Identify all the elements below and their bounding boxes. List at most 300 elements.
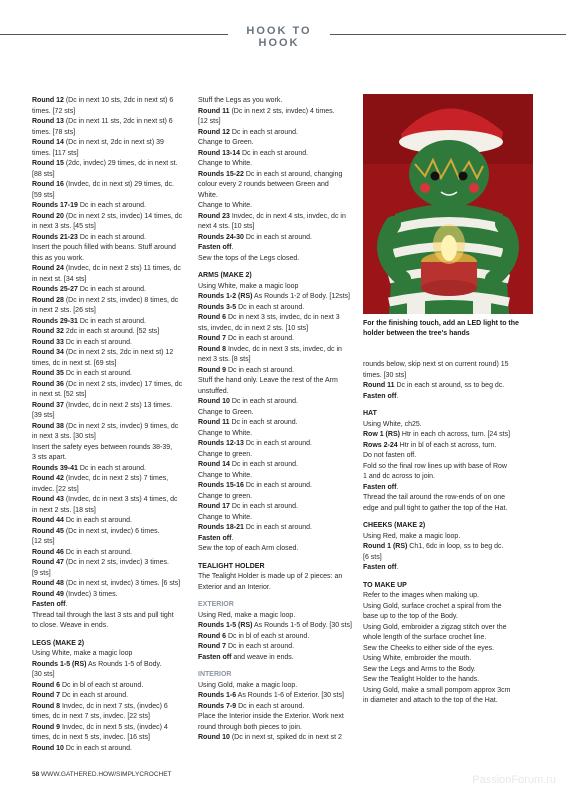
instruction-line	[32, 485, 182, 496]
instruction-line	[32, 306, 182, 317]
instruction-line	[363, 654, 533, 665]
round-label: Round 10	[198, 398, 230, 405]
instruction-text: Refer to the images when making up.	[363, 592, 479, 599]
instruction-line	[198, 418, 348, 429]
round-label: Rounds 29-31	[32, 317, 78, 325]
spacer	[198, 663, 348, 670]
instruction-text: in next 3 sts. [45 sts]	[32, 223, 96, 230]
instruction-text: [9 sts]	[32, 569, 51, 577]
instruction-line	[198, 334, 348, 345]
instruction-text: Dc in each st around, ss to beg dc.	[394, 382, 505, 389]
round-label: Round 14	[32, 139, 64, 146]
instruction-text: colour every 2 rounds between Green and	[198, 181, 329, 188]
instruction-line	[198, 313, 348, 324]
section-heading: LEGS (MAKE 2)	[32, 639, 85, 647]
round-label: Round 24	[32, 265, 64, 272]
instruction-text: Using White, make a magic loop	[32, 650, 133, 657]
instruction-text: next 3 sts. [8 sts]	[198, 356, 251, 363]
instruction-line	[32, 733, 182, 744]
instruction-line	[198, 376, 348, 387]
round-label: Rounds 1-5 (RS)	[198, 622, 253, 629]
instruction-text: Dc in each st around.	[243, 233, 312, 241]
round-label: Fasten off	[363, 564, 397, 571]
instruction-text: As Rounds 1-6 of Exterior. [30 sts]	[236, 692, 344, 699]
instruction-line	[32, 348, 182, 359]
instruction-text: [30 sts]	[32, 671, 55, 678]
subsection-heading: EXTERIOR	[198, 601, 234, 608]
round-label: Round 49	[32, 590, 64, 598]
round-label: Round 10	[32, 744, 64, 752]
instruction-text: (2dc, invdec) 29 times, dc in next st.	[63, 160, 178, 167]
instruction-line	[198, 733, 348, 744]
round-label: Round 1 (RS)	[363, 543, 408, 550]
instruction-line	[32, 621, 182, 632]
instruction-text: 2dc in each st around. [52 sts]	[63, 328, 160, 335]
instruction-line	[32, 411, 182, 422]
instruction-line	[363, 360, 533, 371]
instruction-line	[32, 149, 182, 160]
instruction-line	[198, 523, 348, 534]
instruction-text: .	[396, 483, 399, 491]
round-label: Round 36	[32, 380, 64, 388]
instruction-text: Dc in each st around.	[77, 464, 146, 472]
instruction-text: (Invdec, dc in next 3 sts) 4 times, dc	[63, 496, 178, 503]
instruction-line	[363, 602, 533, 613]
instruction-line	[363, 623, 533, 634]
instruction-text: .	[396, 392, 399, 400]
round-label: Round 16	[32, 181, 64, 188]
instruction-text: The Tealight Holder is made up of 2 pieces: an	[198, 573, 343, 580]
instruction-text: (Invdec, dc in next st) 29 times, dc.	[63, 181, 174, 188]
instruction-text: 1 and dc across to join.	[363, 473, 435, 480]
instruction-text: .	[231, 244, 234, 251]
instruction-line	[32, 712, 182, 723]
instruction-text: Fold so the final row lines up with base of Row	[363, 462, 507, 470]
instruction-line	[198, 408, 348, 419]
instruction-line	[363, 381, 533, 392]
instruction-text: Change to White.	[198, 160, 253, 167]
round-label: Fasten off	[363, 392, 397, 400]
instruction-line	[32, 548, 182, 559]
instruction-text: Thread the tail around the row-ends of on one	[363, 494, 506, 501]
instruction-text: Invdec, dc in next 4 sts, invdec, dc in	[229, 212, 346, 220]
round-label: Round 13-14	[198, 149, 241, 157]
instruction-line	[32, 159, 182, 170]
instruction-line	[198, 572, 348, 583]
instruction-text: in next 2 sts. [26 sts]	[32, 307, 96, 314]
instruction-line	[32, 96, 182, 107]
instruction-line	[32, 117, 182, 128]
instruction-text: unstuffed.	[198, 387, 229, 395]
instruction-line	[32, 702, 182, 713]
instruction-text: Dc in each st around.	[229, 398, 298, 405]
instruction-line	[198, 243, 348, 254]
instruction-line	[198, 180, 348, 191]
instruction-text: Dc in each st around.	[63, 517, 132, 524]
instruction-line	[32, 660, 182, 671]
round-label: Fasten off	[198, 244, 232, 251]
instruction-line	[198, 355, 348, 366]
instruction-line	[198, 212, 348, 223]
instruction-text: (Invdec, dc in next 2 sts) 13 times.	[63, 401, 173, 409]
instruction-line	[198, 222, 348, 233]
round-label: Round 11	[363, 382, 395, 389]
instruction-line	[32, 691, 182, 702]
instruction-text: .	[65, 601, 68, 608]
instruction-text: (Dc in next 2 sts, invdec) 4 times.	[229, 107, 335, 115]
round-label: Rounds 1-6	[198, 692, 237, 699]
instruction-line	[32, 390, 182, 401]
instruction-line	[32, 296, 182, 307]
round-label: Rounds 12-13	[198, 440, 244, 447]
instruction-line	[198, 138, 348, 149]
section-heading: HAT	[363, 410, 377, 417]
instruction-text: Dc in each st around.	[226, 366, 295, 374]
instruction-text: Dc in each st around.	[243, 482, 312, 489]
round-label: Round 14	[198, 461, 230, 468]
instruction-line	[32, 590, 182, 601]
instruction-text: Sew the Tealight Holder to the hands.	[363, 676, 480, 683]
round-label: Rounds 21-23	[32, 233, 78, 241]
instruction-text: Using Red, make a magic loop.	[363, 532, 461, 540]
instruction-line	[32, 453, 182, 464]
instruction-text: Insert the safety eyes between rounds 38-39,	[32, 443, 173, 451]
instruction-text: times, dc in next st. [69 sts]	[32, 359, 117, 367]
instruction-line	[363, 493, 533, 504]
round-label: Round 6	[198, 314, 226, 321]
instruction-text: 3 sts apart.	[32, 454, 67, 461]
instruction-text: Do not fasten off.	[363, 452, 417, 459]
round-label: Rounds 17-19	[32, 202, 78, 209]
instruction-text: Using White, ch25.	[363, 420, 422, 428]
instruction-text: (Dc in next 2 sts, invdec) 17 times, dc	[63, 380, 183, 388]
page-footer	[32, 771, 172, 778]
instruction-text: Invdec, dc in next 7 sts, (invdec) 6	[60, 702, 168, 710]
instruction-text: Thread tail through the last 3 sts and pull tight	[32, 611, 174, 619]
round-label: Round 46	[32, 548, 64, 556]
instruction-text: Dc in bl of each st around.	[60, 681, 144, 689]
column-3	[363, 360, 533, 707]
instruction-text: Dc in each st around.	[243, 524, 312, 531]
instruction-text: Dc in each st around.	[63, 370, 132, 377]
round-label: Round 15	[32, 160, 64, 167]
round-label: Round 17	[198, 503, 230, 510]
instruction-line	[363, 441, 533, 452]
instruction-text: Stuff the Legs as you work.	[198, 97, 283, 104]
instruction-line	[198, 149, 348, 160]
instruction-line	[198, 583, 348, 594]
instruction-text: (Invdec, dc in next 2 sts) 11 times, dc	[63, 265, 181, 272]
instruction-text: Change to Green.	[198, 408, 254, 416]
round-label: Rounds 7-9	[198, 702, 237, 710]
instruction-text: Dc in each st around.	[63, 744, 132, 752]
instruction-line	[32, 401, 182, 412]
round-label: Round 7	[198, 643, 226, 650]
instruction-text: rounds below, skip next st on current round) 15	[363, 361, 509, 368]
instruction-text: Using Gold, make a magic loop.	[198, 681, 298, 689]
instruction-line	[363, 483, 533, 494]
section-title: HOOK TO HOOK	[246, 25, 312, 49]
spacer	[198, 264, 348, 271]
instruction-text: in next st. [34 sts]	[32, 275, 87, 283]
instruction-line	[32, 649, 182, 660]
instruction-text: Dc in each st around.	[77, 202, 146, 209]
instruction-line	[198, 681, 348, 692]
instruction-text: Dc in each st around.	[226, 643, 295, 650]
instruction-line	[32, 128, 182, 139]
instruction-text: Dc in each st around.	[229, 503, 298, 510]
instruction-text: Htr in each ch across, turn. [24 sts]	[399, 431, 511, 438]
round-label: Rounds 1-5 (RS)	[32, 660, 87, 668]
spacer	[363, 402, 533, 409]
instruction-text: Insert the pouch filled with beans. Stuff around	[32, 244, 176, 251]
instruction-text: Dc in each st around.	[236, 303, 305, 311]
instruction-line	[32, 138, 182, 149]
round-label: Round 43	[32, 496, 64, 503]
instruction-text: As Rounds 1-5 of Body. [30 sts]	[252, 622, 352, 629]
instruction-line	[363, 392, 533, 403]
instruction-line	[32, 516, 182, 527]
instruction-text: (Invdec, dc in next 2 sts) 7 times,	[63, 475, 169, 482]
instruction-text: As Rounds 1-5 of Body.	[86, 660, 162, 668]
instruction-text: Dc in each st around.	[243, 440, 312, 447]
instruction-text: sts, invdec, dc in next 2 sts. [10 sts]	[198, 324, 309, 332]
instruction-text: times, dc in next 7 sts, invdec. [22 sts]	[32, 713, 150, 720]
round-label: Round 6	[198, 632, 226, 640]
instruction-text: Dc in each st around.	[226, 335, 295, 342]
section-heading: CHEEKS (MAKE 2)	[363, 522, 426, 529]
instruction-text: round through both pieces to join.	[198, 723, 302, 731]
instruction-line	[198, 254, 348, 265]
round-label: Round 42	[32, 475, 64, 482]
instruction-line	[198, 502, 348, 513]
instruction-line	[363, 644, 533, 655]
round-label: Round 8	[32, 702, 60, 710]
instruction-text: Change to White.	[198, 429, 253, 437]
instruction-text: base up to the top of the Body.	[363, 613, 458, 620]
instruction-text: and weave in ends.	[231, 653, 294, 661]
instruction-line	[363, 675, 533, 686]
instruction-text: Dc in each st around.	[77, 233, 146, 241]
instruction-text: Sew the top of each Arm closed.	[198, 545, 299, 552]
instruction-text: (Dc in next st, spiked dc in next st 2	[229, 734, 342, 741]
instruction-line	[198, 324, 348, 335]
instruction-text: Using White, embroider the mouth.	[363, 655, 472, 662]
instruction-text: Dc in bl of each st around.	[226, 632, 310, 640]
instruction-line	[198, 170, 348, 181]
instruction-line	[363, 472, 533, 483]
round-label: Round 38	[32, 422, 64, 430]
spacer	[32, 632, 182, 639]
section-heading: TEALIGHT HOLDER	[198, 562, 265, 570]
instruction-line	[32, 579, 182, 590]
instruction-line	[363, 504, 533, 515]
instruction-line	[198, 611, 348, 622]
instruction-text: Place the Interior inside the Exterior. Work next	[198, 713, 344, 720]
instruction-line	[32, 222, 182, 233]
instruction-text: (Dc in next 2 sts, invdec) 9 times, dc	[63, 422, 179, 430]
instruction-line	[32, 201, 182, 212]
instruction-text: edge and pull tight to gather the top of the Hat.	[363, 504, 508, 512]
instruction-line	[363, 563, 533, 574]
header-rule-left	[0, 34, 228, 35]
round-label: Round 11	[198, 419, 230, 426]
instruction-text: (Dc in next 11 sts, 2dc in next st) 6	[63, 118, 173, 125]
instruction-line	[198, 712, 348, 723]
instruction-text: Dc in each st around, changing	[243, 170, 343, 178]
instruction-line	[32, 422, 182, 433]
instruction-text: [88 sts]	[32, 170, 55, 178]
instruction-line	[32, 243, 182, 254]
instruction-line	[363, 451, 533, 462]
instruction-line	[198, 201, 348, 212]
instruction-line	[32, 558, 182, 569]
instruction-text: Dc in each st around.	[236, 702, 305, 710]
instruction-line	[32, 569, 182, 580]
round-label: Round 11	[198, 107, 230, 115]
round-label: Round 7	[198, 335, 226, 342]
instruction-line	[32, 359, 182, 370]
instruction-line	[32, 327, 182, 338]
instruction-line	[198, 345, 348, 356]
instruction-line	[198, 471, 348, 482]
instruction-text: (Dc in next 2 sts, 2dc in next st) 12	[63, 349, 174, 356]
instruction-text: (Dc in next st, 2dc in next st) 39	[63, 139, 164, 146]
round-label: Round 10	[198, 734, 230, 741]
instruction-line	[198, 621, 352, 632]
instruction-line	[363, 591, 533, 602]
instruction-text: times. [30 sts]	[363, 371, 407, 379]
instruction-text: [12 sts]	[32, 538, 55, 545]
instruction-line	[198, 117, 348, 128]
instruction-line	[32, 254, 182, 265]
section-heading: ARMS (MAKE 2)	[198, 272, 252, 279]
instruction-line	[198, 723, 348, 734]
instruction-line	[198, 632, 348, 643]
instruction-text: Invdec, dc in next 5 sts, (invdec) 4	[60, 723, 168, 731]
instruction-text: Change to White.	[198, 202, 253, 209]
instruction-text: Dc in next 3 sts, invdec, dc in next 3	[226, 314, 340, 321]
instruction-text: Stuff the hand only. Leave the rest of the Arm	[198, 377, 338, 384]
round-label: Rounds 25-27	[32, 286, 78, 293]
instruction-line	[198, 292, 348, 303]
instruction-text: [39 sts]	[32, 412, 55, 419]
section-heading: TO MAKE UP	[363, 581, 407, 589]
instruction-line	[198, 513, 348, 524]
instruction-line	[363, 542, 533, 553]
instruction-line	[198, 107, 348, 118]
tree-tealight-photo	[363, 94, 533, 314]
round-label: Round 12	[32, 97, 64, 104]
photo-caption: For the finishing touch, add an LED light to the holder between the tree's hands	[363, 320, 519, 337]
round-label: Rounds 3-5	[198, 303, 237, 311]
instruction-line	[32, 474, 182, 485]
instruction-line	[198, 642, 348, 653]
instruction-line	[32, 527, 182, 538]
instruction-text: Sew the tops of the Legs closed.	[198, 254, 300, 262]
round-label: Rounds 24-30	[198, 233, 244, 241]
spacer	[198, 593, 348, 600]
watermark: PassionForum.ru	[472, 774, 556, 786]
instruction-text: times. [78 sts]	[32, 128, 76, 136]
instruction-line	[32, 432, 182, 443]
instruction-text: Using Gold, embroider a zigzag stitch over the	[363, 623, 507, 631]
instruction-text: times. [117 sts]	[32, 149, 79, 157]
instruction-text: Change to green.	[198, 450, 253, 458]
round-label: Round 20	[32, 212, 64, 220]
instruction-text: to close. Weave in ends.	[32, 622, 109, 629]
instruction-text: Using Gold, make a small pompom approx 3cm	[363, 686, 511, 694]
instruction-line	[32, 380, 182, 391]
instruction-text: [6 sts]	[363, 553, 382, 561]
instruction-text: Htr in bl of each st across, turn.	[397, 441, 497, 449]
instruction-text: Change to Green.	[198, 139, 254, 146]
round-label: Round 28	[32, 296, 64, 304]
instruction-text: (Dc in next st, invdec) 3 times. [6 sts]	[63, 580, 181, 587]
round-label: Round 8	[198, 345, 226, 353]
instruction-line	[198, 397, 348, 408]
instruction-text: Dc in each st around.	[229, 128, 298, 136]
instruction-line	[198, 653, 348, 664]
spacer	[363, 514, 533, 521]
instruction-line	[32, 495, 182, 506]
instruction-line	[32, 600, 182, 611]
column-2	[198, 96, 352, 744]
instruction-text: Using White, make a magic loop	[198, 282, 299, 290]
instruction-text: Using Red, make a magic loop.	[198, 611, 296, 619]
round-label: Round 37	[32, 401, 64, 409]
round-label: Fasten off	[363, 483, 397, 491]
instruction-line	[32, 264, 182, 275]
instruction-line	[198, 128, 348, 139]
instruction-text: invdec. [22 sts]	[32, 485, 79, 493]
instruction-text: [12 sts]	[198, 118, 221, 125]
instruction-text: .	[396, 564, 399, 571]
instruction-line	[198, 303, 348, 314]
round-label: Round 48	[32, 580, 64, 587]
round-label: Row 1 (RS)	[363, 431, 400, 438]
instruction-text: Change to White.	[198, 471, 253, 479]
instruction-line	[198, 96, 348, 107]
round-label: Fasten off	[198, 653, 232, 661]
instruction-text: .	[231, 534, 234, 542]
instruction-line	[198, 429, 348, 440]
instruction-line	[32, 233, 182, 244]
instruction-line	[363, 665, 533, 676]
instruction-line	[363, 532, 533, 543]
instruction-text: Change to green.	[198, 492, 253, 500]
round-label: Rounds 15-16	[198, 482, 244, 489]
instruction-line	[198, 366, 348, 377]
instruction-text: (Invdec) 3 times.	[63, 590, 118, 598]
round-label: Rounds 1-2 (RS)	[198, 293, 253, 300]
instruction-line	[198, 492, 348, 503]
round-label: Round 35	[32, 370, 64, 377]
instruction-line	[363, 420, 533, 431]
instruction-text: Dc in each st around.	[77, 286, 146, 293]
instruction-text: in diameter and attach to the top of the Hat.	[363, 697, 498, 704]
instruction-line	[198, 481, 348, 492]
instruction-text: in next 2 sts. [18 sts]	[32, 506, 96, 514]
instruction-text: Sew the Legs and Arms to the Body.	[363, 665, 476, 673]
instruction-line	[32, 723, 182, 734]
instruction-text: in next 3 sts. [30 sts]	[32, 433, 96, 440]
instruction-line	[198, 191, 348, 202]
instruction-line	[363, 462, 533, 473]
instruction-line	[32, 180, 182, 191]
instruction-text: Dc in each st around.	[63, 548, 132, 556]
instruction-text: whole length of the surface crochet line.	[363, 634, 487, 641]
